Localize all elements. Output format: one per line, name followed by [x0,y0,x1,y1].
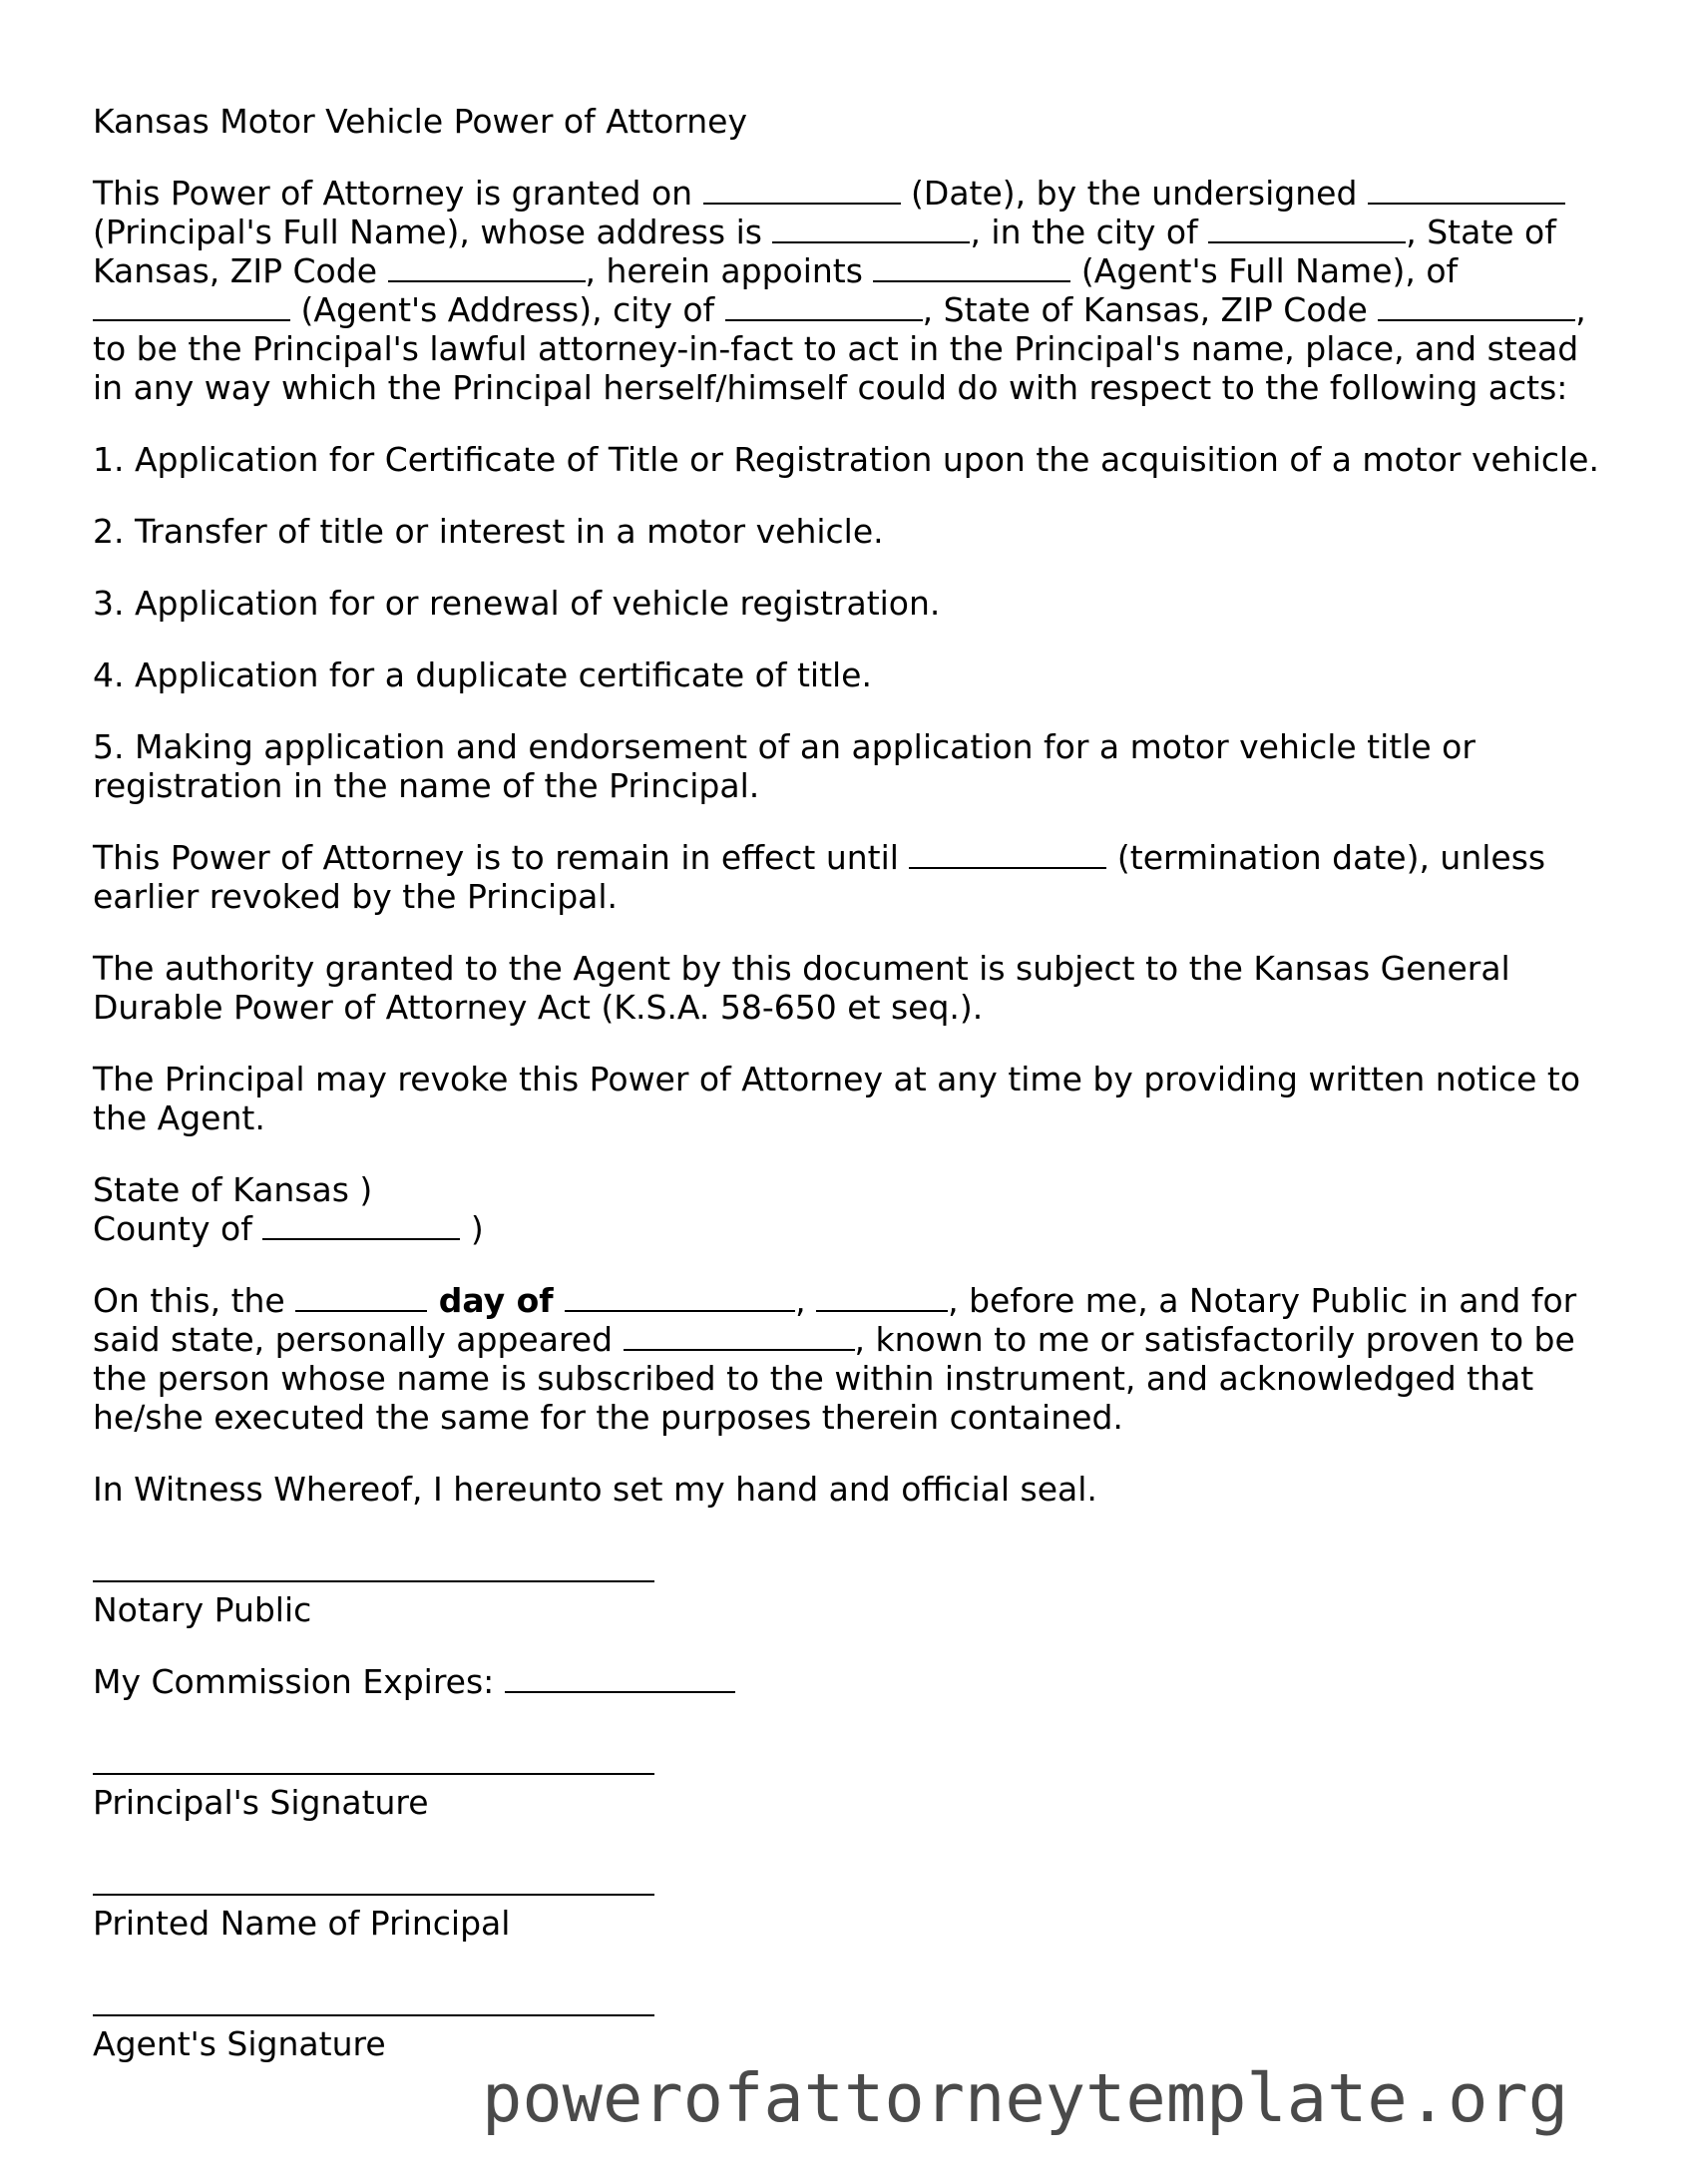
intro-text: (Agent's Full Name), of [1070,251,1459,290]
county-blank[interactable] [262,1211,460,1240]
notary-signature-block [93,1580,1599,1629]
principal-address-blank[interactable] [772,215,970,243]
notary-text: , [795,1281,817,1320]
effect-paragraph [93,838,1599,916]
day-blank[interactable] [295,1283,427,1312]
act-item-1: 1. Application for Certificate of Title or Registration upon the acquisition of a motor vehicle. [93,440,1599,479]
watermark-text: powerofattorneytemplate.org [482,2059,1569,2137]
principal-zip-blank[interactable] [388,253,586,282]
intro-text: , herein appoints [585,251,874,290]
document-body [93,102,1599,2096]
commission-label: My Commission Expires: [93,1662,505,1701]
notary-bold-text: day of [427,1281,566,1320]
year-blank[interactable] [816,1283,948,1312]
agent-signature-block [93,2014,1599,2063]
agent-signature-line[interactable] [93,2014,654,2016]
intro-text: This Power of Attorney is granted on [93,174,703,213]
act-item-4: 4. Application for a duplicate certificate of title. [93,655,872,694]
agent-signature-label: Agent's Signature [93,2024,386,2063]
intro-text: , to be the Principal's lawful attorney-in-fact to act in the Principal's name, place, and stead in any way which the Principal herself/himself could do with respect to the following acts: [93,290,1586,407]
principal-name-blank[interactable] [1368,176,1565,205]
notary-text: On this, the [93,1281,296,1320]
agent-zip-blank[interactable] [1378,292,1575,321]
intro-text: (Date), by the undersigned [900,174,1368,213]
agent-address-blank[interactable] [93,292,290,321]
venue-county-close: ) [460,1209,484,1248]
agent-name-blank[interactable] [873,253,1070,282]
witness-paragraph: In Witness Whereof, I hereunto set my hand and official seal. [93,1470,1097,1509]
effect-text: (termination date), unless earlier revoked by the Principal. [93,838,1546,916]
date-blank[interactable] [703,176,901,205]
intro-text: (Agent's Address), city of [290,290,725,329]
effect-text: This Power of Attorney is to remain in effect until [93,838,910,877]
printed-name-line[interactable] [93,1894,654,1896]
notary-text: , before me, a Notary Public in and for said state, personally appeared [93,1281,1577,1359]
notary-signature-line[interactable] [93,1580,654,1582]
intro-text: , State of Kansas, ZIP Code [93,213,1556,290]
printed-name-label: Printed Name of Principal [93,1904,511,1943]
notary-public-label: Notary Public [93,1590,312,1629]
intro-text: , State of Kansas, ZIP Code [922,290,1379,329]
revoke-paragraph: The Principal may revoke this Power of Attorney at any time by providing written notice to the Agent. [93,1060,1581,1137]
commission-date-blank[interactable] [505,1664,735,1693]
month-blank[interactable] [565,1283,795,1312]
principal-signature-line[interactable] [93,1773,654,1775]
act-item-2: 2. Transfer of title or interest in a motor vehicle. [93,512,884,551]
notary-paragraph [93,1281,1599,1437]
printed-name-block [93,1894,1599,1943]
notary-text: , known to me or satisfactorily proven to be the person whose name is subscribed to the within instrument, and acknowledged that he/she executed the same for the purposes therein contained. [93,1320,1575,1437]
venue-block [93,1170,1599,1248]
principal-signature-block [93,1773,1599,1822]
intro-paragraph [93,174,1599,407]
authority-paragraph: The authority granted to the Agent by this document is subject to the Kansas General Durable Power of Attorney Act (K.S.A. 58-650 et seq.). [93,949,1510,1027]
act-item-3: 3. Application for or renewal of vehicle registration. [93,584,941,623]
venue-state: State of Kansas ) [93,1170,373,1209]
termination-date-blank[interactable] [909,840,1106,869]
appeared-name-blank[interactable] [624,1322,855,1351]
venue-county-label: County of [93,1209,263,1248]
document-title: Kansas Motor Vehicle Power of Attorney [93,102,748,141]
intro-text: , in the city of [970,213,1209,251]
principal-signature-label: Principal's Signature [93,1783,429,1822]
commission-expires [93,1662,1599,1701]
agent-city-blank[interactable] [725,292,923,321]
intro-text: (Principal's Full Name), whose address is [93,213,773,251]
act-item-5: 5. Making application and endorsement of an application for a motor vehicle title or registration in the name of the Principal. [93,727,1476,805]
principal-city-blank[interactable] [1208,215,1406,243]
